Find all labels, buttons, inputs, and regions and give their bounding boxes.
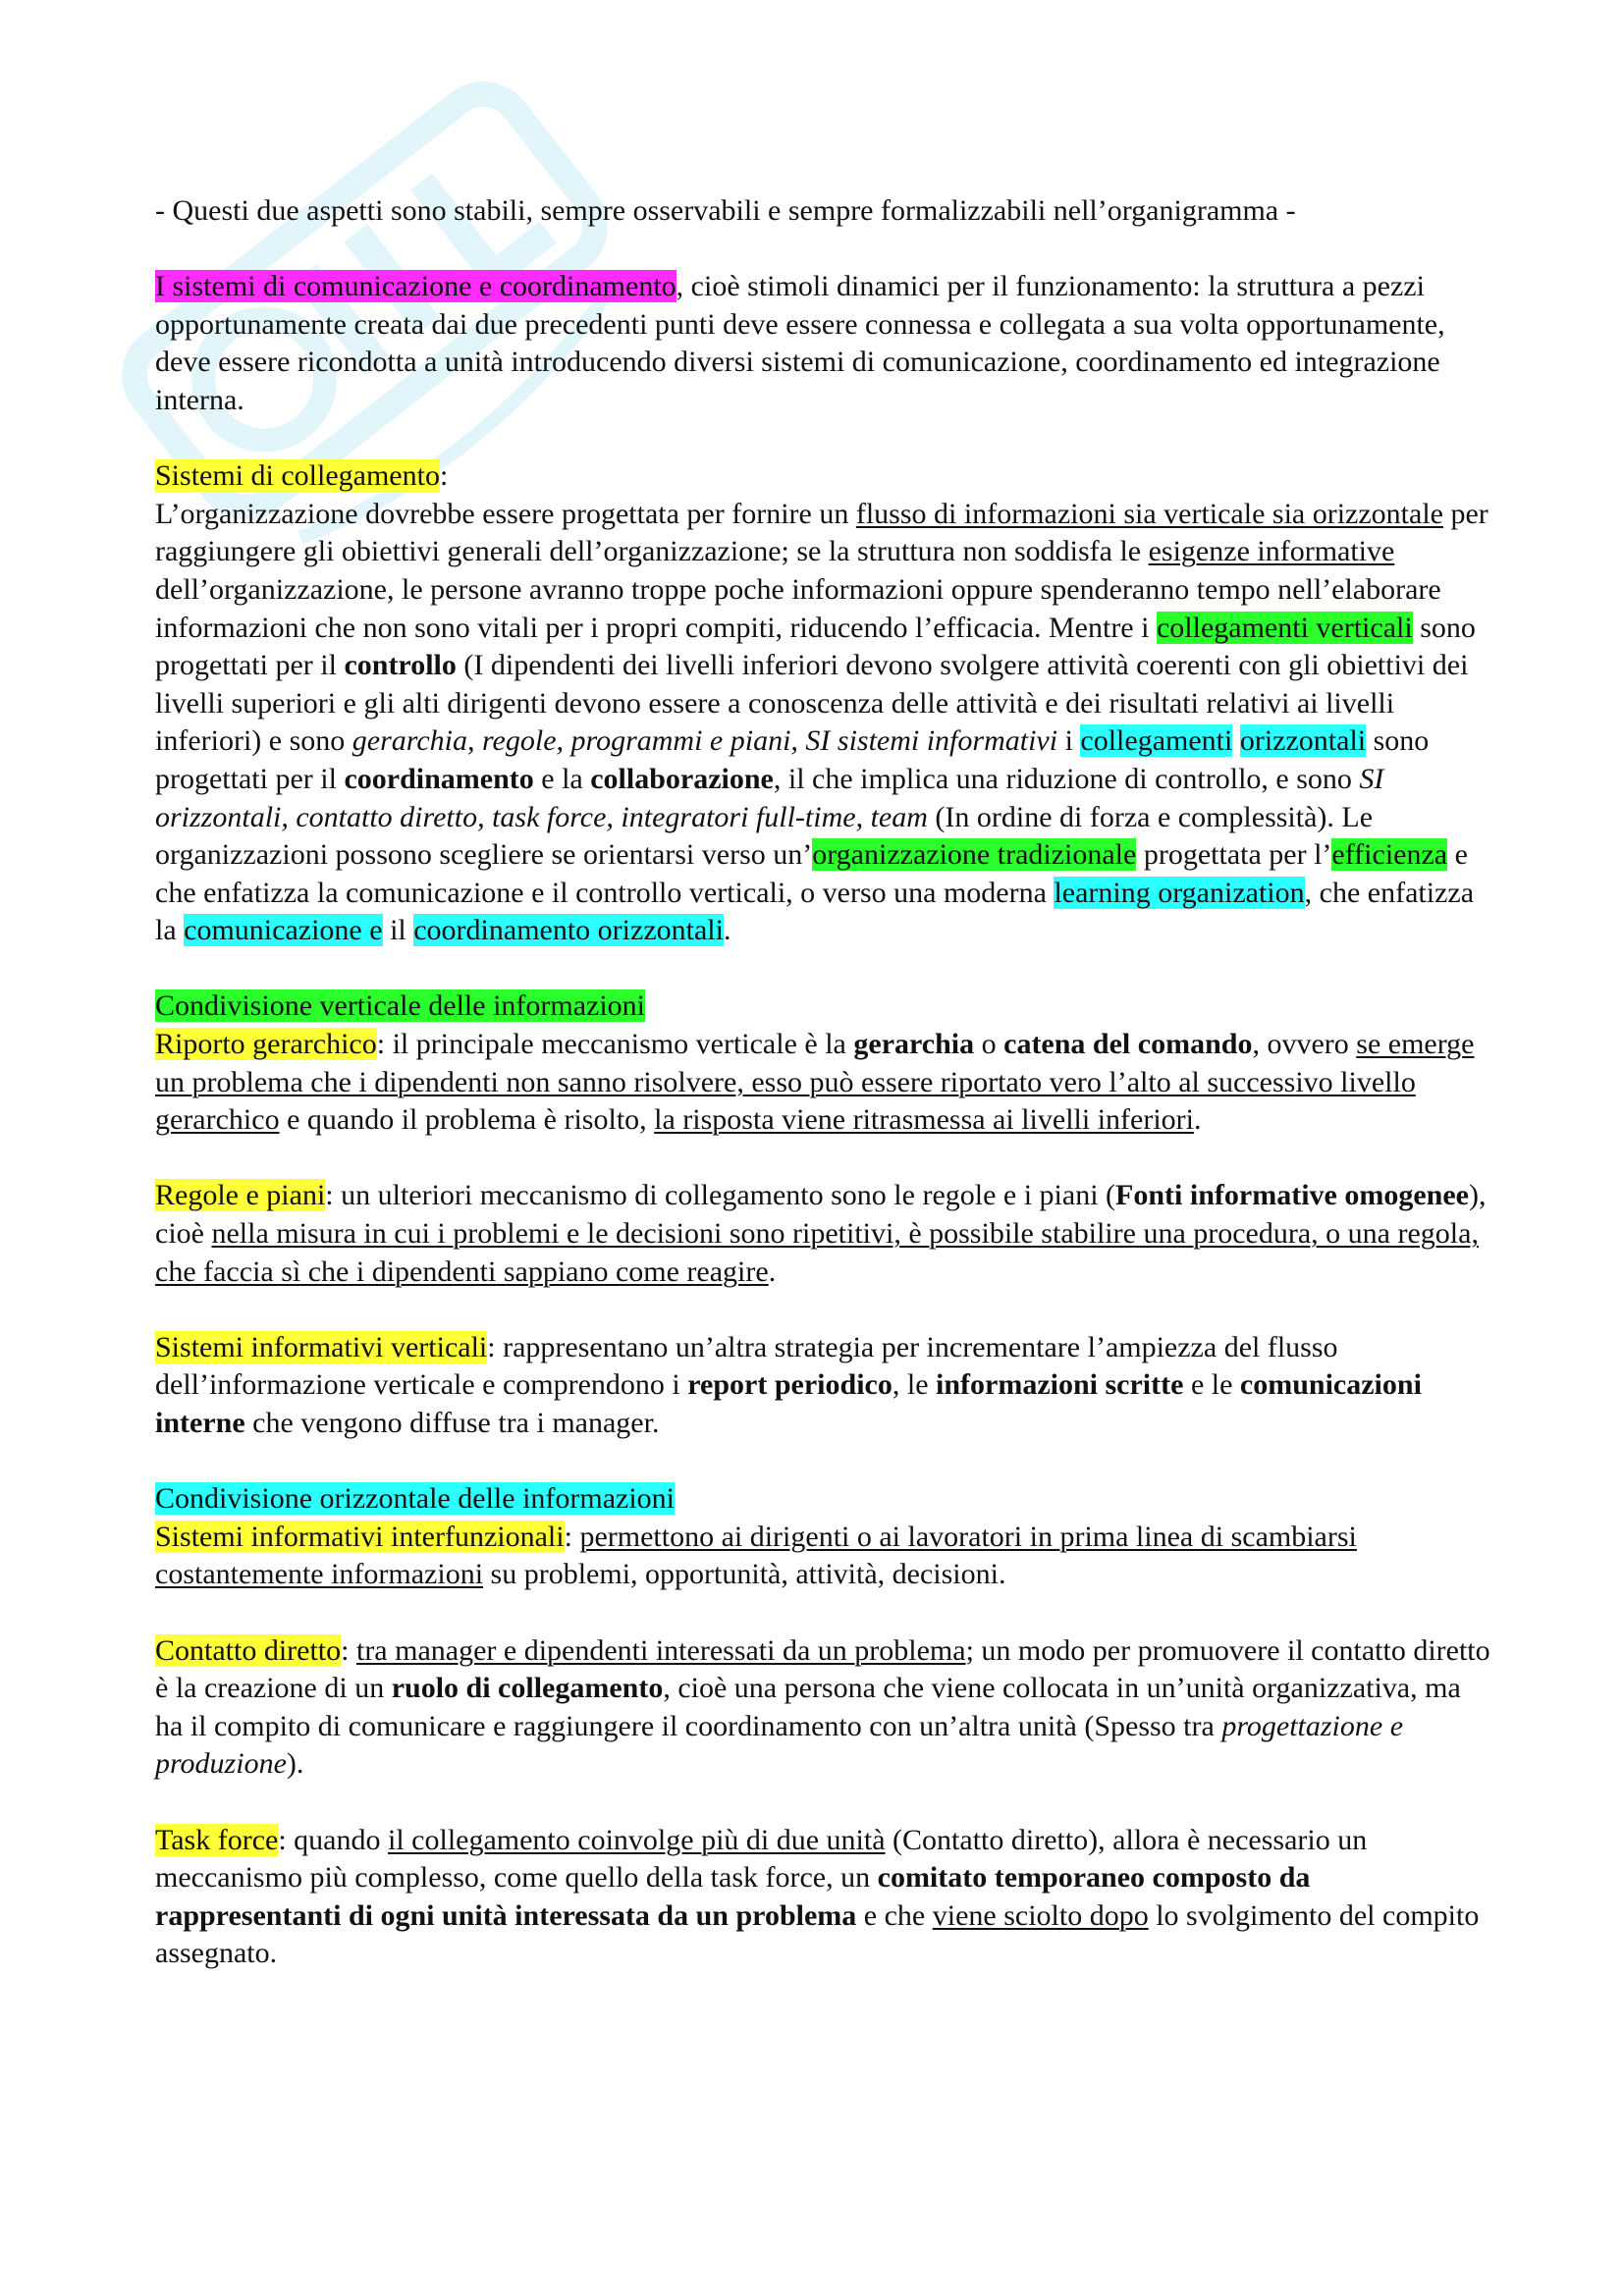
label-contatto-diretto: Contatto diretto [155, 1633, 342, 1667]
paragraph-comunicazione: I sistemi di comunicazione e coordinamento, cioè stimoli dinamici per il funzionamento: la struttura a pezzi opportunamente creata dai due precedenti punti deve essere connessa e collegata a sua volta opportunamente, deve essere ricondotta a unità introducendo diversi sistemi di comunicazione, coordinamento ed integrazione interna. [155, 270, 1445, 416]
label-sistemi-informativi-verticali: Sistemi informativi verticali [155, 1330, 488, 1363]
highlight-sistemi-comunicazione: I sistemi di comunicazione e coordinamento [155, 270, 676, 303]
highlight-collegamenti: collegamenti [1080, 724, 1233, 758]
paragraph-interfunzionali: Sistemi informativi interfunzionali: permettono ai dirigenti o ai lavoratori in prima linea di scambiarsi costantemente informazioni su problemi, opportunità, attività, decisioni. [155, 1520, 1357, 1591]
paragraph-sistemi-verticali: Sistemi informativi verticali: rappresentano un’altra strategia per incrementare l’ampiezza del flusso dell’informazione verticale e comprendono i report periodico, le informazioni scritte e le comunicazioni interne che vengono diffuse tra i manager. [155, 1330, 1422, 1439]
highlight-learning-organization: learning organization [1054, 876, 1305, 909]
highlight-orizzontali: orizzontali [1239, 724, 1367, 758]
paragraph-task-force: Task force: quando il collegamento coinvolge più di due unità (Contatto diretto), allora è necessario un meccanismo più complesso, come quello della task force, un comitato temporaneo composto da rappresentanti di ogni unità interessata da un problema e che viene sciolto dopo lo svolgimento del compito assegnato. [155, 1823, 1480, 1970]
label-regole-piani: Regole e piani [155, 1179, 326, 1212]
label-sistemi-interfunzionali: Sistemi informativi interfunzionali [155, 1520, 565, 1553]
highlight-efficienza: efficienza [1331, 838, 1448, 872]
label-task-force: Task force [155, 1823, 279, 1856]
heading-condivisione-verticale: Condivisione verticale delle informazioni [155, 989, 646, 1023]
paragraph-collegamento: Sistemi di collegamento: L’organizzazione dovrebbe essere progettata per fornire un flusso di informazioni sia verticale sia orizzontale per raggiungere gli obiettivi generali dell’organizzazione; se la struttura non soddisfa le esigenze informative dell’organizzazione, le persone avranno troppe poche informazioni oppure spenderanno tempo nell’elaborare informazioni che non sono vitali per i propri compiti, riducendo l’efficacia. Mentre i collegamenti verticali sono progettati per il controllo (I dipendenti dei livelli inferiori devono svolgere attività coerenti con gli obiettivi dei livelli superiori e gli alti dirigenti devono essere a conoscenza delle attività e dei risultati relativi ai livelli inferiori) e sono gerarchia, regole, programmi e piani, SI sistemi informativi i collegamenti orizzontali sono progettati per il coordinamento e la collaborazione, il che implica una riduzione di controllo, e sono SI orizzontali, contatto diretto, task force, integratori full-time, team (In ordine di forza e complessità). Le organizzazioni possono scegliere se orientarsi verso un’organizzazione tradizionale progettata per l’efficienza e che enfatizza la comunicazione e il controllo verticali, o verso una moderna learning organization, che enfatizza la comunicazione e il coordinamento orizzontali. [155, 459, 1488, 947]
intro-line: - Questi due aspetti sono stabili, sempre osservabili e sempre formalizzabili nell’organigramma - [155, 194, 1296, 227]
paragraph-regole-piani: Regole e piani: un ulteriori meccanismo di collegamento sono le regole e i piani (Fonti informative omogenee), cioè nella misura in cui i problemi e le decisioni sono ripetitivi, è possibile stabilire una procedura, o una regola, che faccia sì che i dipendenti sappiano come reagire. [155, 1179, 1487, 1288]
paragraph-riporto-gerarchico: Riporto gerarchico: il principale meccanismo verticale è la gerarchia o catena del comando, ovvero se emerge un problema che i dipendenti non sanno risolvere, esso può essere riportato vero l’alto al successivo livello gerarchico e quando il problema è risolto, la risposta viene ritrasmessa ai livelli inferiori. [155, 1028, 1475, 1137]
paragraph-contatto-diretto: Contatto diretto: tra manager e dipendenti interessati da un problema; un modo per promuovere il contatto diretto è la creazione di un ruolo di collegamento, cioè una persona che viene collocata in un’unità organizzativa, ma ha il compito di comunicare e raggiungere il coordinamento con un’altra unità (Spesso tra progettazione e produzione). [155, 1633, 1490, 1781]
heading-condivisione-orizzontale: Condivisione orizzontale delle informazioni [155, 1482, 676, 1516]
heading-sistemi-collegamento: Sistemi di collegamento [155, 459, 440, 493]
label-riporto-gerarchico: Riporto gerarchico [155, 1028, 377, 1061]
highlight-organizzazione-tradizionale: organizzazione tradizionale [812, 838, 1137, 872]
document-body [155, 192, 1490, 2011]
highlight-coordinamento-orizzontali: coordinamento orizzontali [413, 914, 724, 947]
highlight-collegamenti-verticali: collegamenti verticali [1156, 611, 1413, 644]
highlight-comunicazione: comunicazione e [184, 914, 383, 947]
